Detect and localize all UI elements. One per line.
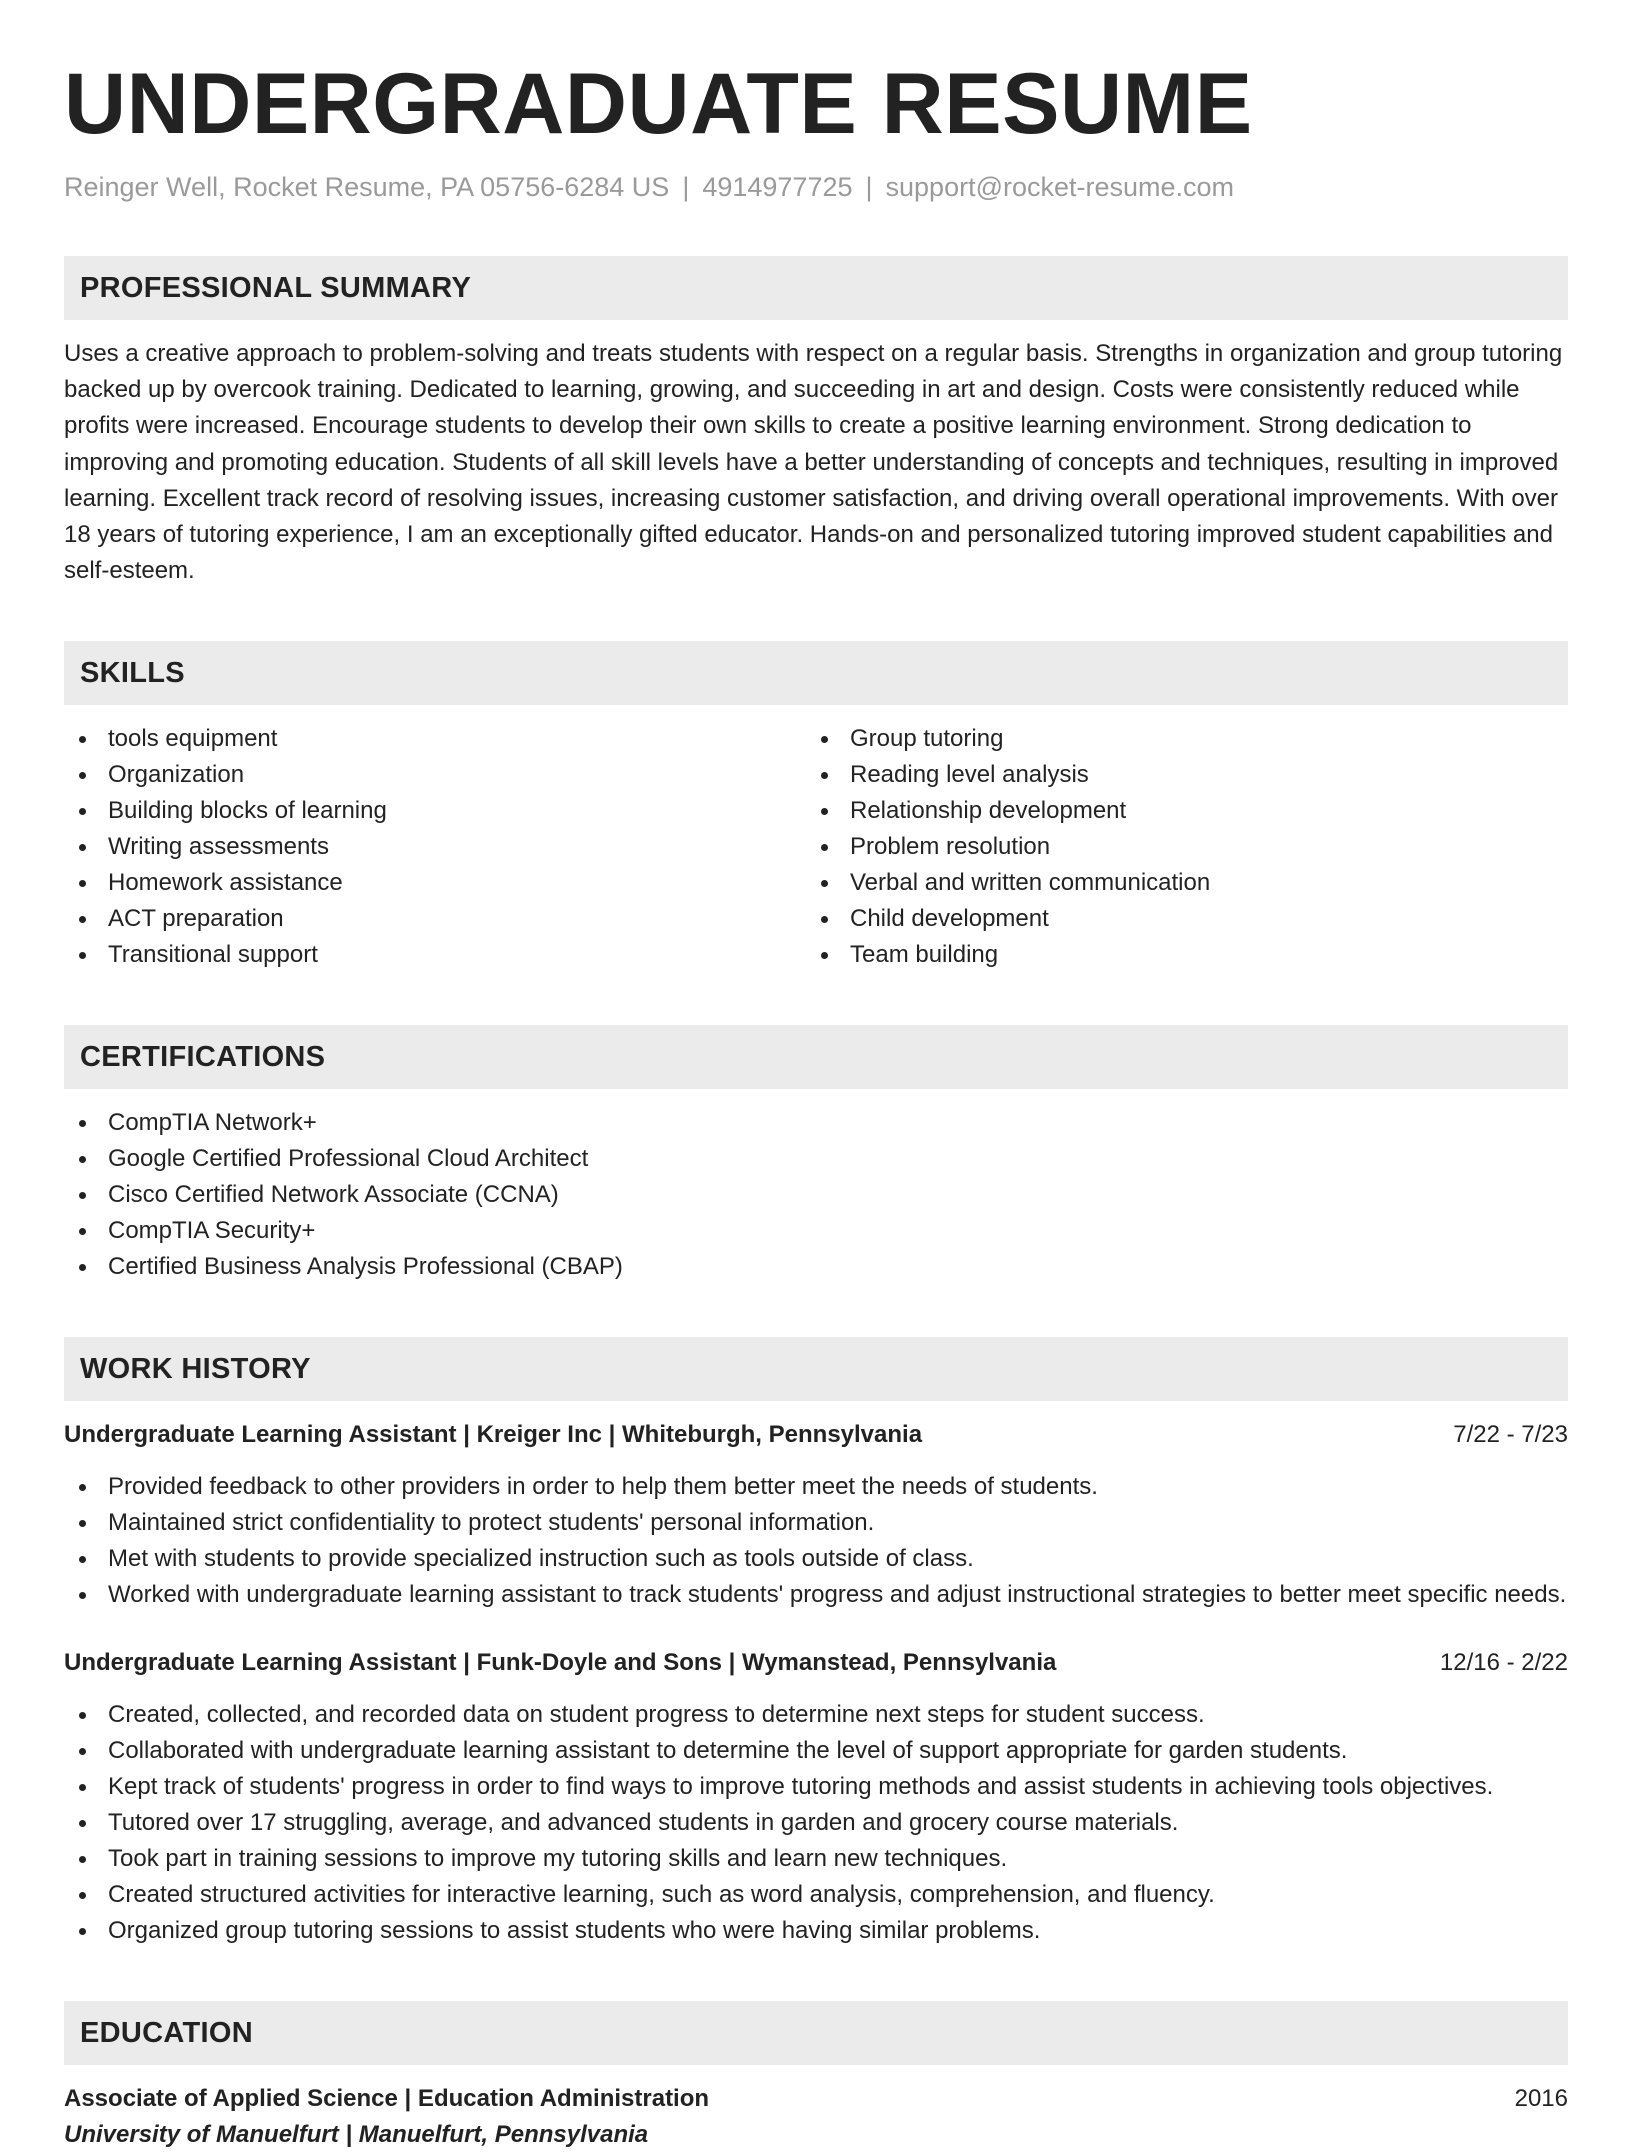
skill-item: Verbal and written communication	[806, 865, 1548, 901]
skill-item: Building blocks of learning	[64, 793, 806, 829]
certification-item: Google Certified Professional Cloud Architect	[64, 1141, 1568, 1177]
job-bullet: Worked with undergraduate learning assistant to track students' progress and adjust instructional strategies to better meet specific needs.	[64, 1577, 1568, 1613]
certification-item: CompTIA Security+	[64, 1213, 1568, 1249]
contact-separator: |	[865, 172, 873, 202]
resume-page	[64, 52, 1568, 2153]
education-year: 2016	[1514, 2085, 1568, 2113]
education-degree: Associate of Applied Science | Education Administration	[64, 2085, 710, 2113]
job-bullet: Took part in training sessions to improve my tutoring skills and learn new techniques.	[64, 1841, 1568, 1877]
skill-item: Organization	[64, 757, 806, 793]
job-bullet: Tutored over 17 struggling, average, and advanced students in garden and grocery course materials.	[64, 1805, 1568, 1841]
skills-list-right	[806, 721, 1548, 973]
certifications-list	[64, 1105, 1568, 1285]
job-dates: 7/22 - 7/23	[1453, 1421, 1568, 1449]
skill-item: Writing assessments	[64, 829, 806, 865]
job-title: Undergraduate Learning Assistant | Funk-Doyle and Sons | Wymanstead, Pennsylvania	[64, 1649, 1057, 1677]
job-entry	[64, 1645, 1568, 1949]
skill-item: Team building	[806, 937, 1548, 973]
skill-item: Child development	[806, 901, 1548, 937]
job-entry	[64, 1417, 1568, 1613]
education-entry	[64, 2081, 1568, 2153]
job-bullet: Maintained strict confidentiality to protect students' personal information.	[64, 1505, 1568, 1541]
job-title: Undergraduate Learning Assistant | Kreiger Inc | Whiteburgh, Pennsylvania	[64, 1421, 923, 1449]
section-heading-work-history: WORK HISTORY	[64, 1337, 1568, 1401]
job-bullet: Met with students to provide specialized instruction such as tools outside of class.	[64, 1541, 1568, 1577]
certification-item: Certified Business Analysis Professional (CBAP)	[64, 1249, 1568, 1285]
resume-title: UNDERGRADUATE RESUME	[64, 56, 1253, 152]
contact-phone: 4914977725	[702, 172, 853, 202]
skill-item: Problem resolution	[806, 829, 1548, 865]
job-bullet: Kept track of students' progress in order to find ways to improve tutoring methods and assist students in achieving tools objectives.	[64, 1769, 1568, 1805]
contact-separator: |	[682, 172, 690, 202]
skills-list-left	[64, 721, 806, 973]
job-dates: 12/16 - 2/22	[1439, 1649, 1568, 1677]
skills-column-right	[806, 721, 1548, 973]
skill-item: Group tutoring	[806, 721, 1548, 757]
skill-item: Transitional support	[64, 937, 806, 973]
job-bullet: Provided feedback to other providers in order to help them better meet the needs of students.	[64, 1469, 1568, 1505]
job-bullets	[64, 1469, 1568, 1613]
section-heading-certifications: CERTIFICATIONS	[64, 1025, 1568, 1089]
certification-item: CompTIA Network+	[64, 1105, 1568, 1141]
skill-item: Reading level analysis	[806, 757, 1548, 793]
summary-text: Uses a creative approach to problem-solving and treats students with respect on a regular basis. Strengths in organization and group tutoring backed up by overcook training. Dedicated to learning, growing, and succeeding in art and design. Costs were consistently reduced while profits were increased. Encourage students to develop their own skills to create a positive learning environment. Strong dedication to improving and promoting education. Students of all skill levels have a better understanding of concepts and techniques, resulting in improved learning. Excellent track record of resolving issues, increasing customer satisfaction, and driving overall operational improvements. With over 18 years of tutoring experience, I am an exceptionally gifted educator. Hands-on and personalized tutoring improved student capabilities and self-esteem.	[64, 340, 1563, 585]
skill-item: Relationship development	[806, 793, 1548, 829]
job-bullet: Created structured activities for interactive learning, such as word analysis, comprehension, and fluency.	[64, 1877, 1568, 1913]
job-header	[64, 1645, 1568, 1681]
skills-column-left	[64, 721, 806, 973]
section-heading-summary: PROFESSIONAL SUMMARY	[64, 256, 1568, 320]
job-bullet: Organized group tutoring sessions to assist students who were having similar problems.	[64, 1913, 1568, 1949]
contact-line	[64, 170, 1568, 204]
job-bullets	[64, 1697, 1568, 1949]
section-heading-education: EDUCATION	[64, 2001, 1568, 2065]
skill-item: ACT preparation	[64, 901, 806, 937]
education-header	[64, 2081, 1568, 2117]
contact-address: Reinger Well, Rocket Resume, PA 05756-6284 US	[64, 172, 670, 202]
job-bullet: Collaborated with undergraduate learning assistant to determine the level of support appropriate for garden students.	[64, 1733, 1568, 1769]
job-header	[64, 1417, 1568, 1453]
education-school: University of Manuelfurt | Manuelfurt, Pennsylvania	[64, 2121, 649, 2149]
certification-item: Cisco Certified Network Associate (CCNA)	[64, 1177, 1568, 1213]
skill-item: Homework assistance	[64, 865, 806, 901]
contact-email: support@rocket-resume.com	[885, 172, 1235, 202]
skill-item: tools equipment	[64, 721, 806, 757]
job-bullet: Created, collected, and recorded data on student progress to determine next steps for student success.	[64, 1697, 1568, 1733]
section-heading-skills: SKILLS	[64, 641, 1568, 705]
certifications-block	[64, 1105, 1568, 1285]
skills-grid	[64, 721, 1568, 973]
